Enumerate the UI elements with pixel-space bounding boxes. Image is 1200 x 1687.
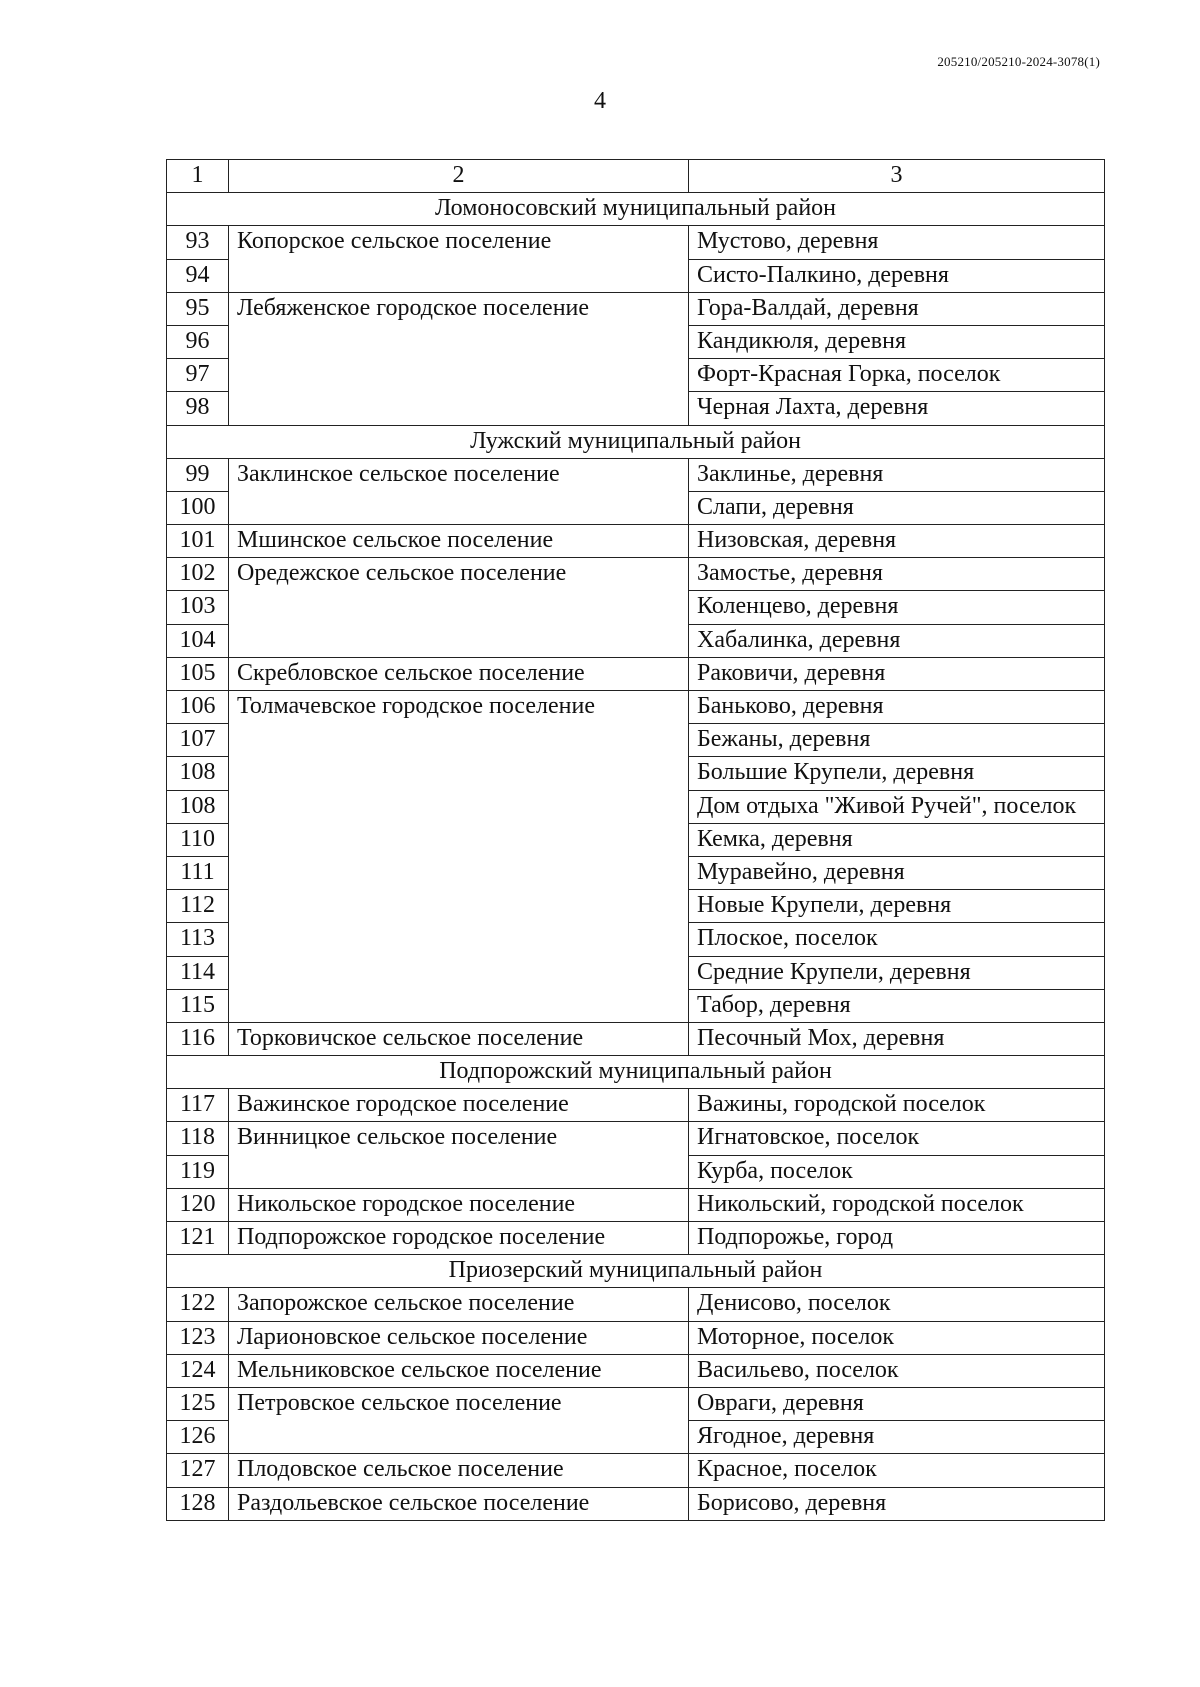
table-row <box>167 1188 1105 1221</box>
table-row <box>167 525 1105 558</box>
place-name: Систо-Палкино, деревня <box>689 259 1105 292</box>
row-number: 104 <box>167 624 229 657</box>
place-name: Курба, поселок <box>689 1155 1105 1188</box>
place-name: Хабалинка, деревня <box>689 624 1105 657</box>
place-name: Васильево, поселок <box>689 1354 1105 1387</box>
place-name: Замостье, деревня <box>689 558 1105 591</box>
settlement-name: Плодовское сельское поселение <box>229 1454 689 1487</box>
settlement-name: Скребловское сельское поселение <box>229 657 689 690</box>
row-number: 111 <box>167 856 229 889</box>
place-name: Плоское, поселок <box>689 923 1105 956</box>
settlement-name: Лебяженское городское поселение <box>229 292 689 425</box>
place-name: Баньково, деревня <box>689 691 1105 724</box>
settlement-name: Мшинское сельское поселение <box>229 525 689 558</box>
place-name: Борисово, деревня <box>689 1487 1105 1520</box>
row-number: 107 <box>167 724 229 757</box>
table-row <box>167 458 1105 491</box>
row-number: 103 <box>167 591 229 624</box>
table-row <box>167 292 1105 325</box>
row-number: 96 <box>167 325 229 358</box>
settlement-name: Ларионовское сельское поселение <box>229 1321 689 1354</box>
row-number: 115 <box>167 989 229 1022</box>
table-row <box>167 657 1105 690</box>
column-number-row <box>167 160 1105 193</box>
settlement-name: Никольское городское поселение <box>229 1188 689 1221</box>
row-number: 95 <box>167 292 229 325</box>
row-number: 110 <box>167 823 229 856</box>
row-number: 124 <box>167 1354 229 1387</box>
row-number: 117 <box>167 1089 229 1122</box>
row-number: 99 <box>167 458 229 491</box>
place-name: Коленцево, деревня <box>689 591 1105 624</box>
table-row <box>167 1487 1105 1520</box>
settlement-name: Важинское городское поселение <box>229 1089 689 1122</box>
row-number: 116 <box>167 1022 229 1055</box>
table-row <box>167 226 1105 259</box>
settlement-name: Толмачевское городское поселение <box>229 691 689 1023</box>
region-row <box>167 1255 1105 1288</box>
row-number: 122 <box>167 1288 229 1321</box>
place-name: Игнатовское, поселок <box>689 1122 1105 1155</box>
row-number: 118 <box>167 1122 229 1155</box>
region-heading: Приозерский муниципальный район <box>167 1255 1105 1288</box>
table-body <box>167 160 1105 1521</box>
region-heading: Подпорожский муниципальный район <box>167 1056 1105 1089</box>
place-name: Гора-Валдай, деревня <box>689 292 1105 325</box>
table-row <box>167 1022 1105 1055</box>
settlement-name: Подпорожское городское поселение <box>229 1222 689 1255</box>
place-name: Черная Лахта, деревня <box>689 392 1105 425</box>
row-number: 126 <box>167 1421 229 1454</box>
place-name: Моторное, поселок <box>689 1321 1105 1354</box>
row-number: 102 <box>167 558 229 591</box>
table-row <box>167 1288 1105 1321</box>
place-name: Важины, городской поселок <box>689 1089 1105 1122</box>
settlement-name: Копорское сельское поселение <box>229 226 689 292</box>
row-number: 128 <box>167 1487 229 1520</box>
region-row <box>167 193 1105 226</box>
settlement-name: Торковичское сельское поселение <box>229 1022 689 1055</box>
place-name: Песочный Мох, деревня <box>689 1022 1105 1055</box>
row-number: 97 <box>167 359 229 392</box>
place-name: Кандикюля, деревня <box>689 325 1105 358</box>
column-number-3: 3 <box>689 160 1105 193</box>
place-name: Кемка, деревня <box>689 823 1105 856</box>
row-number: 113 <box>167 923 229 956</box>
table-row <box>167 691 1105 724</box>
row-number: 98 <box>167 392 229 425</box>
place-name: Муравейно, деревня <box>689 856 1105 889</box>
settlement-name: Оредежское сельское поселение <box>229 558 689 658</box>
table-row <box>167 1387 1105 1420</box>
place-name: Подпорожье, город <box>689 1222 1105 1255</box>
place-name: Низовская, деревня <box>689 525 1105 558</box>
row-number: 105 <box>167 657 229 690</box>
page-number: 4 <box>594 88 606 114</box>
row-number: 120 <box>167 1188 229 1221</box>
settlement-name: Раздольевское сельское поселение <box>229 1487 689 1520</box>
place-name: Бежаны, деревня <box>689 724 1105 757</box>
place-name: Форт-Красная Горка, поселок <box>689 359 1105 392</box>
column-number-1: 1 <box>167 160 229 193</box>
table-row <box>167 1321 1105 1354</box>
row-number: 123 <box>167 1321 229 1354</box>
region-heading: Лужский муниципальный район <box>167 425 1105 458</box>
place-name: Никольский, городской поселок <box>689 1188 1105 1221</box>
row-number: 101 <box>167 525 229 558</box>
row-number: 94 <box>167 259 229 292</box>
table-row <box>167 1089 1105 1122</box>
row-number: 108 <box>167 757 229 790</box>
table-row <box>167 1222 1105 1255</box>
table-row <box>167 1354 1105 1387</box>
row-number: 119 <box>167 1155 229 1188</box>
row-number: 114 <box>167 956 229 989</box>
place-name: Новые Крупели, деревня <box>689 890 1105 923</box>
row-number: 106 <box>167 691 229 724</box>
settlement-name: Петровское сельское поселение <box>229 1387 689 1453</box>
place-name: Овраги, деревня <box>689 1387 1105 1420</box>
settlement-name: Винницкое сельское поселение <box>229 1122 689 1188</box>
place-name: Дом отдыха "Живой Ручей", поселок <box>689 790 1105 823</box>
place-name: Табор, деревня <box>689 989 1105 1022</box>
settlement-name: Мельниковское сельское поселение <box>229 1354 689 1387</box>
place-name: Мустово, деревня <box>689 226 1105 259</box>
place-name: Денисово, поселок <box>689 1288 1105 1321</box>
settlement-name: Запорожское сельское поселение <box>229 1288 689 1321</box>
place-name: Ягодное, деревня <box>689 1421 1105 1454</box>
table-row <box>167 1454 1105 1487</box>
place-name: Раковичи, деревня <box>689 657 1105 690</box>
row-number: 93 <box>167 226 229 259</box>
document-id: 205210/205210-2024-3078(1) <box>937 54 1100 69</box>
row-number: 121 <box>167 1222 229 1255</box>
region-heading: Ломоносовский муниципальный район <box>167 193 1105 226</box>
row-number: 112 <box>167 890 229 923</box>
place-name: Средние Крупели, деревня <box>689 956 1105 989</box>
row-number: 127 <box>167 1454 229 1487</box>
row-number: 125 <box>167 1387 229 1420</box>
row-number: 108 <box>167 790 229 823</box>
region-row <box>167 425 1105 458</box>
place-name: Большие Крупели, деревня <box>689 757 1105 790</box>
table-row <box>167 1122 1105 1155</box>
region-row <box>167 1056 1105 1089</box>
settlement-name: Заклинское сельское поселение <box>229 458 689 524</box>
place-name: Красное, поселок <box>689 1454 1105 1487</box>
place-name: Заклинье, деревня <box>689 458 1105 491</box>
column-number-2: 2 <box>229 160 689 193</box>
table-row <box>167 558 1105 591</box>
place-name: Слапи, деревня <box>689 491 1105 524</box>
row-number: 100 <box>167 491 229 524</box>
settlements-table <box>166 159 1105 1521</box>
